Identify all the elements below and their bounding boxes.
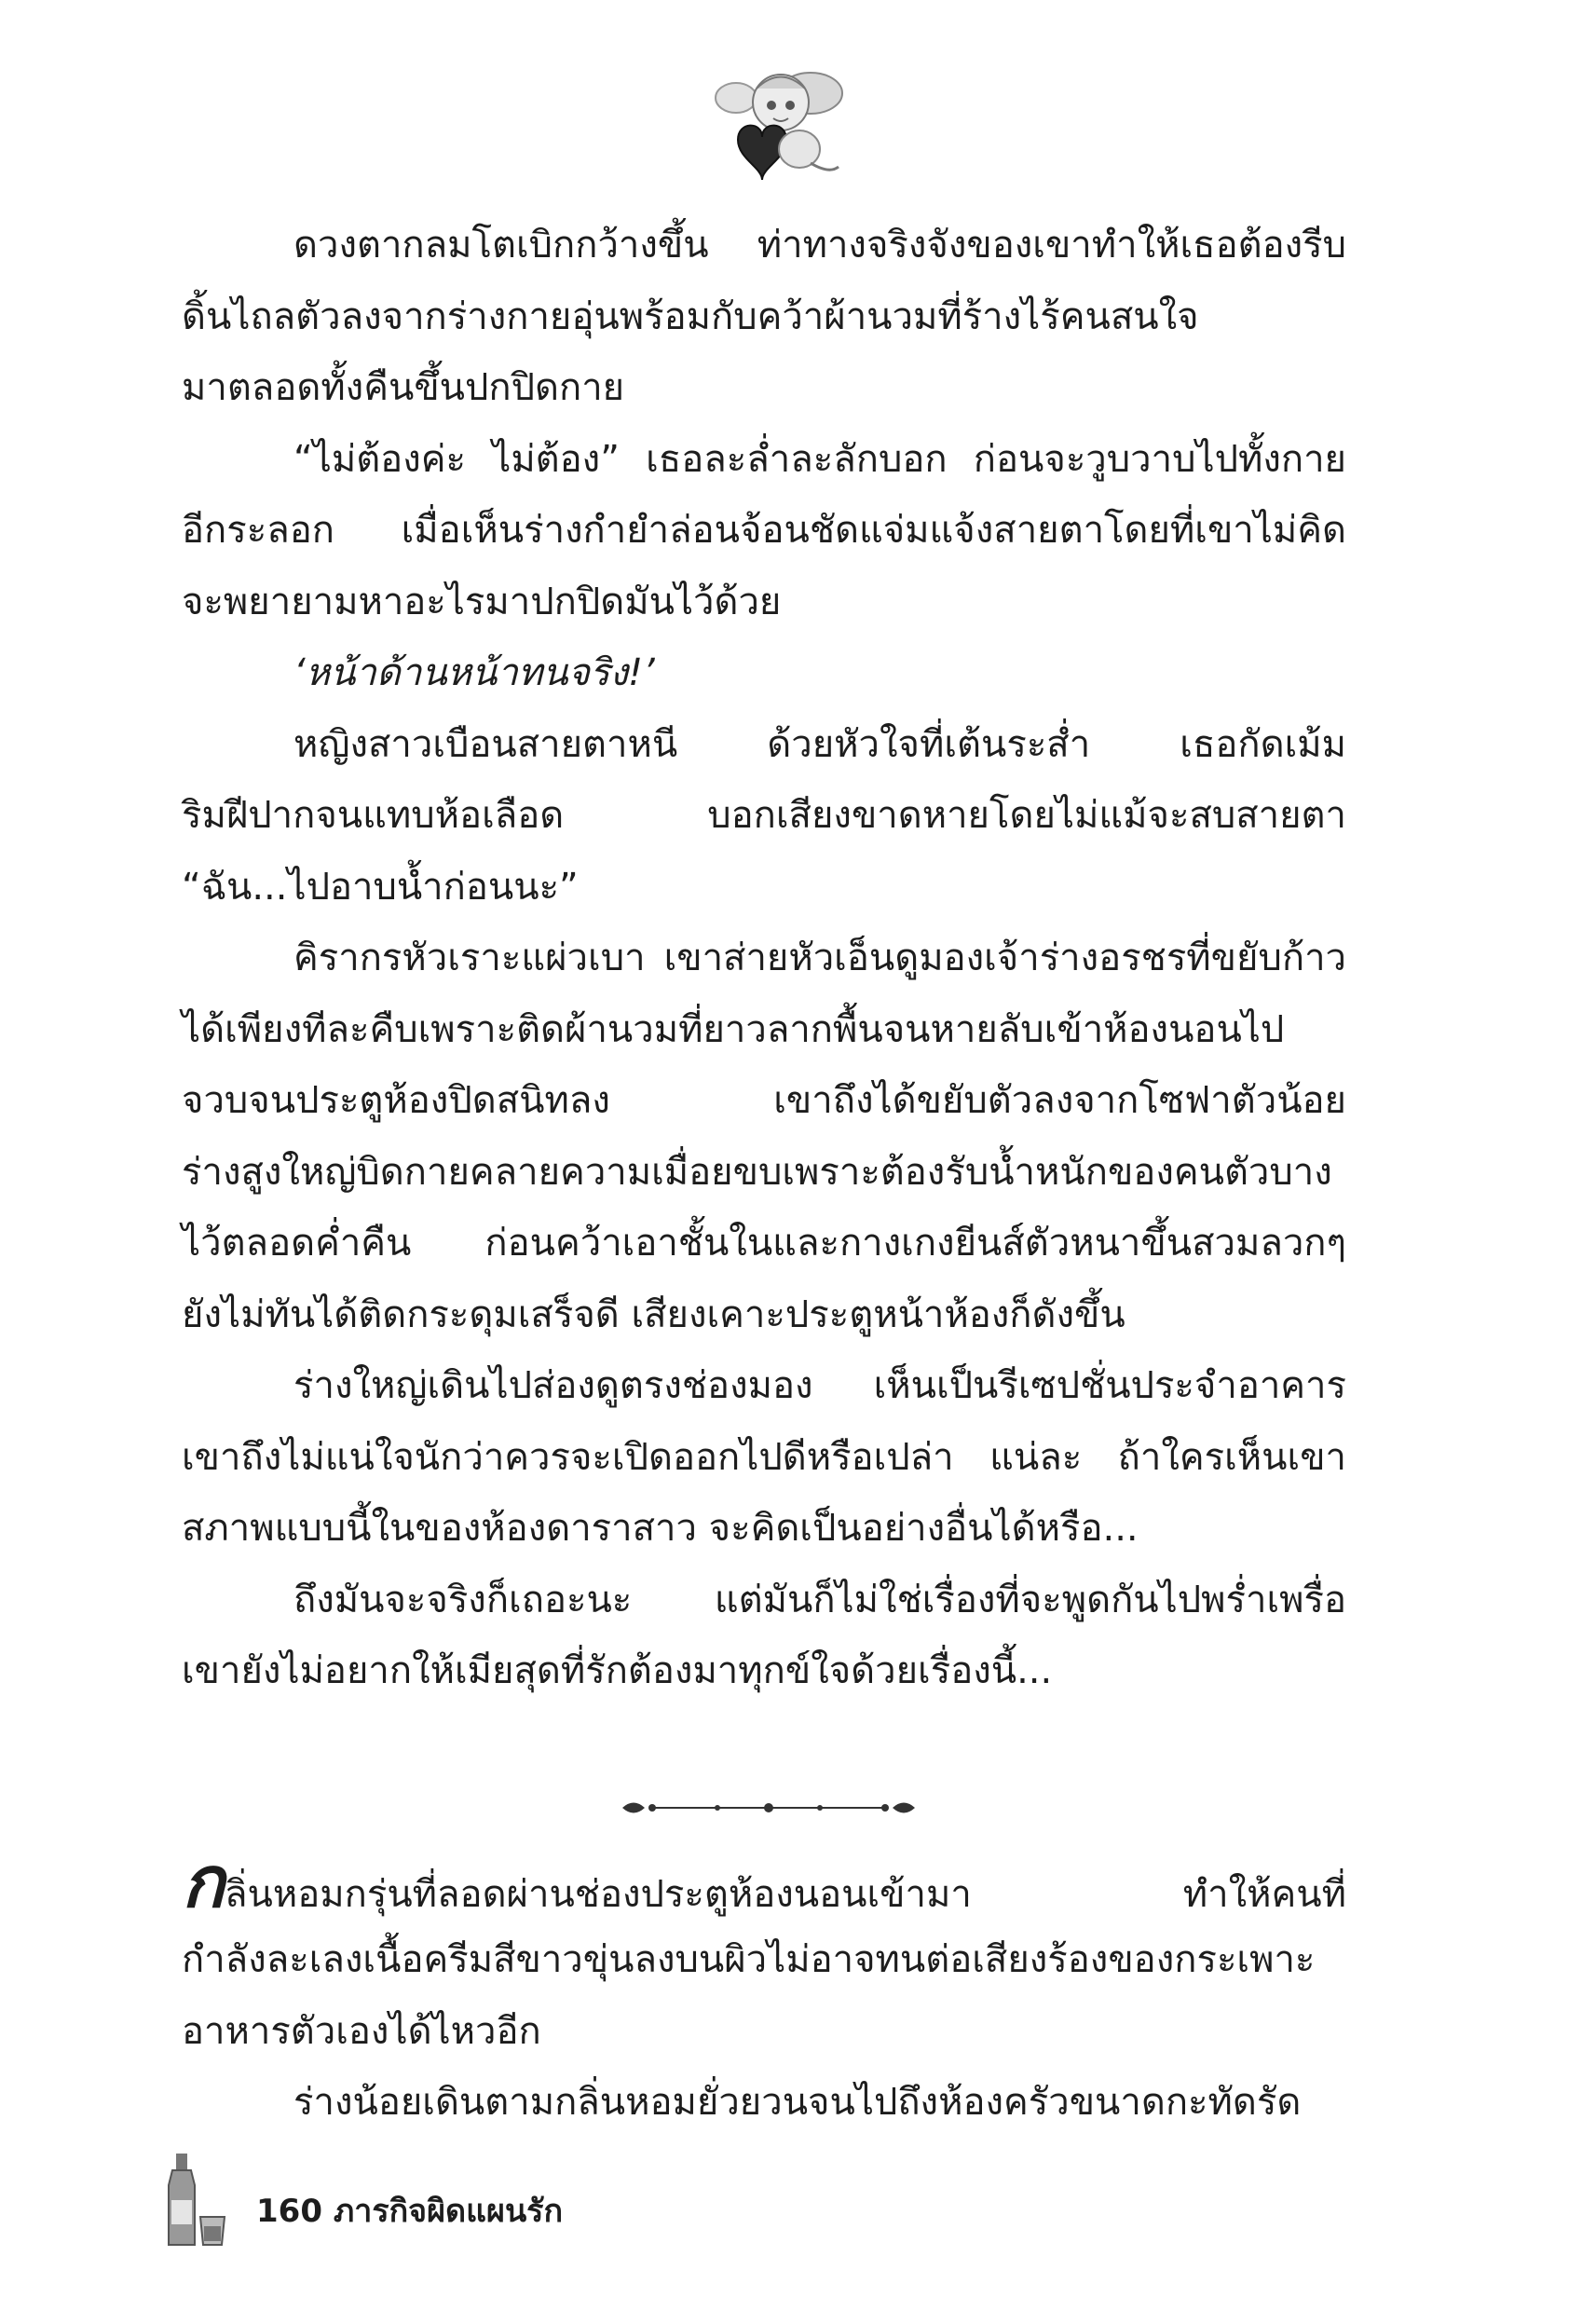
dropcap-line bbox=[182, 1840, 1346, 1924]
text-line: สภาพแบบนี้ในของห้องดาราสาว จะคิดเป็นอย่างอื่นได้หรือ... bbox=[182, 1507, 1139, 1550]
book-title: ภารกิจผิดแผนรัก bbox=[333, 2193, 564, 2230]
footer-text bbox=[256, 2185, 563, 2236]
scene-divider-ornament bbox=[615, 1794, 922, 1822]
text-line: ถึงมันจะจริงก็เถอะนะ แต่มันก็ไม่ใช่เรื่องที่จะพูดกันไปพร่ำเพรื่อ bbox=[293, 1578, 1346, 1621]
text-line: ร่างสูงใหญ่บิดกายคลายความเมื่อยขบเพราะต้องรับน้ำหนักของคนตัวบาง bbox=[182, 1150, 1332, 1194]
text-line: อีกระลอก เมื่อเห็นร่างกำยำล่อนจ้อนชัดแจ่มแจ้งสายตาโดยที่เขาไม่คิด bbox=[182, 509, 1346, 552]
text-line: ริมฝีปากจนแทบห้อเลือด บอกเสียงขาดหายโดยไม่แม้จะสบสายตา bbox=[182, 794, 1346, 837]
text-line: ร่างน้อยเดินตามกลิ่นหอมยั่วยวนจนไปถึงห้องครัวขนาดกะทัดรัด bbox=[293, 2081, 1302, 2124]
bottle-glass-icon bbox=[163, 2148, 247, 2250]
drop-cap: ก bbox=[182, 1840, 225, 1923]
text-line: ยังไม่ทันได้ติดกระดุมเสร็จดี เสียงเคาะประตูหน้าห้องก็ดังขึ้น bbox=[182, 1292, 1125, 1336]
text-line: จวบจนประตูห้องปิดสนิทลง เขาถึงได้ขยับตัวลงจากโซฟาตัวน้อย bbox=[182, 1079, 1346, 1122]
text-line: มาตลอดทั้งคืนขึ้นปกปิดกาย bbox=[182, 366, 625, 409]
cherub-heart-icon bbox=[699, 51, 857, 191]
text-line: เขาถึงไม่แน่ใจนักว่าควรจะเปิดออกไปดีหรือเปล่า แน่ละ ถ้าใครเห็นเขา bbox=[182, 1435, 1346, 1479]
inner-thought: ‘หน้าด้านหน้าทนจริง!’ bbox=[293, 651, 655, 694]
chapter-body bbox=[182, 210, 1346, 1707]
text-line: คิรากรหัวเราะแผ่วเบา เขาส่ายหัวเอ็นดูมองเจ้าร่างอรชรที่ขยับก้าว bbox=[293, 937, 1346, 979]
text-line: ร่างใหญ่เดินไปส่องดูตรงช่องมอง เห็นเป็นรีเซปชั่นประจำอาคาร bbox=[293, 1364, 1346, 1407]
text-line: เขายังไม่อยากให้เมียสุดที่รักต้องมาทุกข์ใจด้วยเรื่องนี้... bbox=[182, 1649, 1053, 1692]
text-line: ลิ่นหอมกรุ่นที่ลอดผ่านช่องประตูห้องนอนเข้ามา ทำให้คนที่ bbox=[225, 1873, 1346, 1916]
text-line: จะพยายามหาอะไรมาปกปิดมันไว้ด้วย bbox=[182, 580, 782, 623]
scene-two bbox=[182, 1840, 1346, 2139]
text-line: อาหารตัวเองได้ไหวอีก bbox=[182, 2009, 541, 2053]
text-line: ได้เพียงทีละคืบเพราะติดผ้านวมที่ยาวลากพื้นจนหายลับเข้าห้องนอนไป bbox=[182, 1007, 1285, 1051]
page-footer bbox=[163, 2148, 722, 2250]
text-line: ดิ้นไถลตัวลงจากร่างกายอุ่นพร้อมกับคว้าผ้านวมที่ร้างไร้คนสนใจ bbox=[182, 294, 1199, 338]
text-line: “ไม่ต้องค่ะ ไม่ต้อง” เธอละล่ำละลักบอก ก่อนจะวูบวาบไปทั้งกาย bbox=[293, 437, 1346, 481]
text-line: “ฉัน...ไปอาบน้ำก่อนนะ” bbox=[182, 865, 579, 909]
text-line: กำลังละเลงเนื้อครีมสีขาวขุ่นลงบนผิวไม่อาจทนต่อเสียงร้องของกระเพาะ bbox=[182, 1938, 1316, 1981]
page-number: 160 bbox=[256, 2193, 322, 2230]
text-line: ดวงตากลมโตเบิกกว้างขึ้น ท่าทางจริงจังของเขาทำให้เธอต้องรีบ bbox=[293, 224, 1346, 267]
text-line: ไว้ตลอดค่ำคืน ก่อนคว้าเอาชั้นในและกางเกงยีนส์ตัวหนาขึ้นสวมลวกๆ bbox=[182, 1222, 1346, 1265]
text-line: หญิงสาวเบือนสายตาหนี ด้วยหัวใจที่เต้นระส่ำ เธอกัดเม้ม bbox=[293, 722, 1346, 766]
